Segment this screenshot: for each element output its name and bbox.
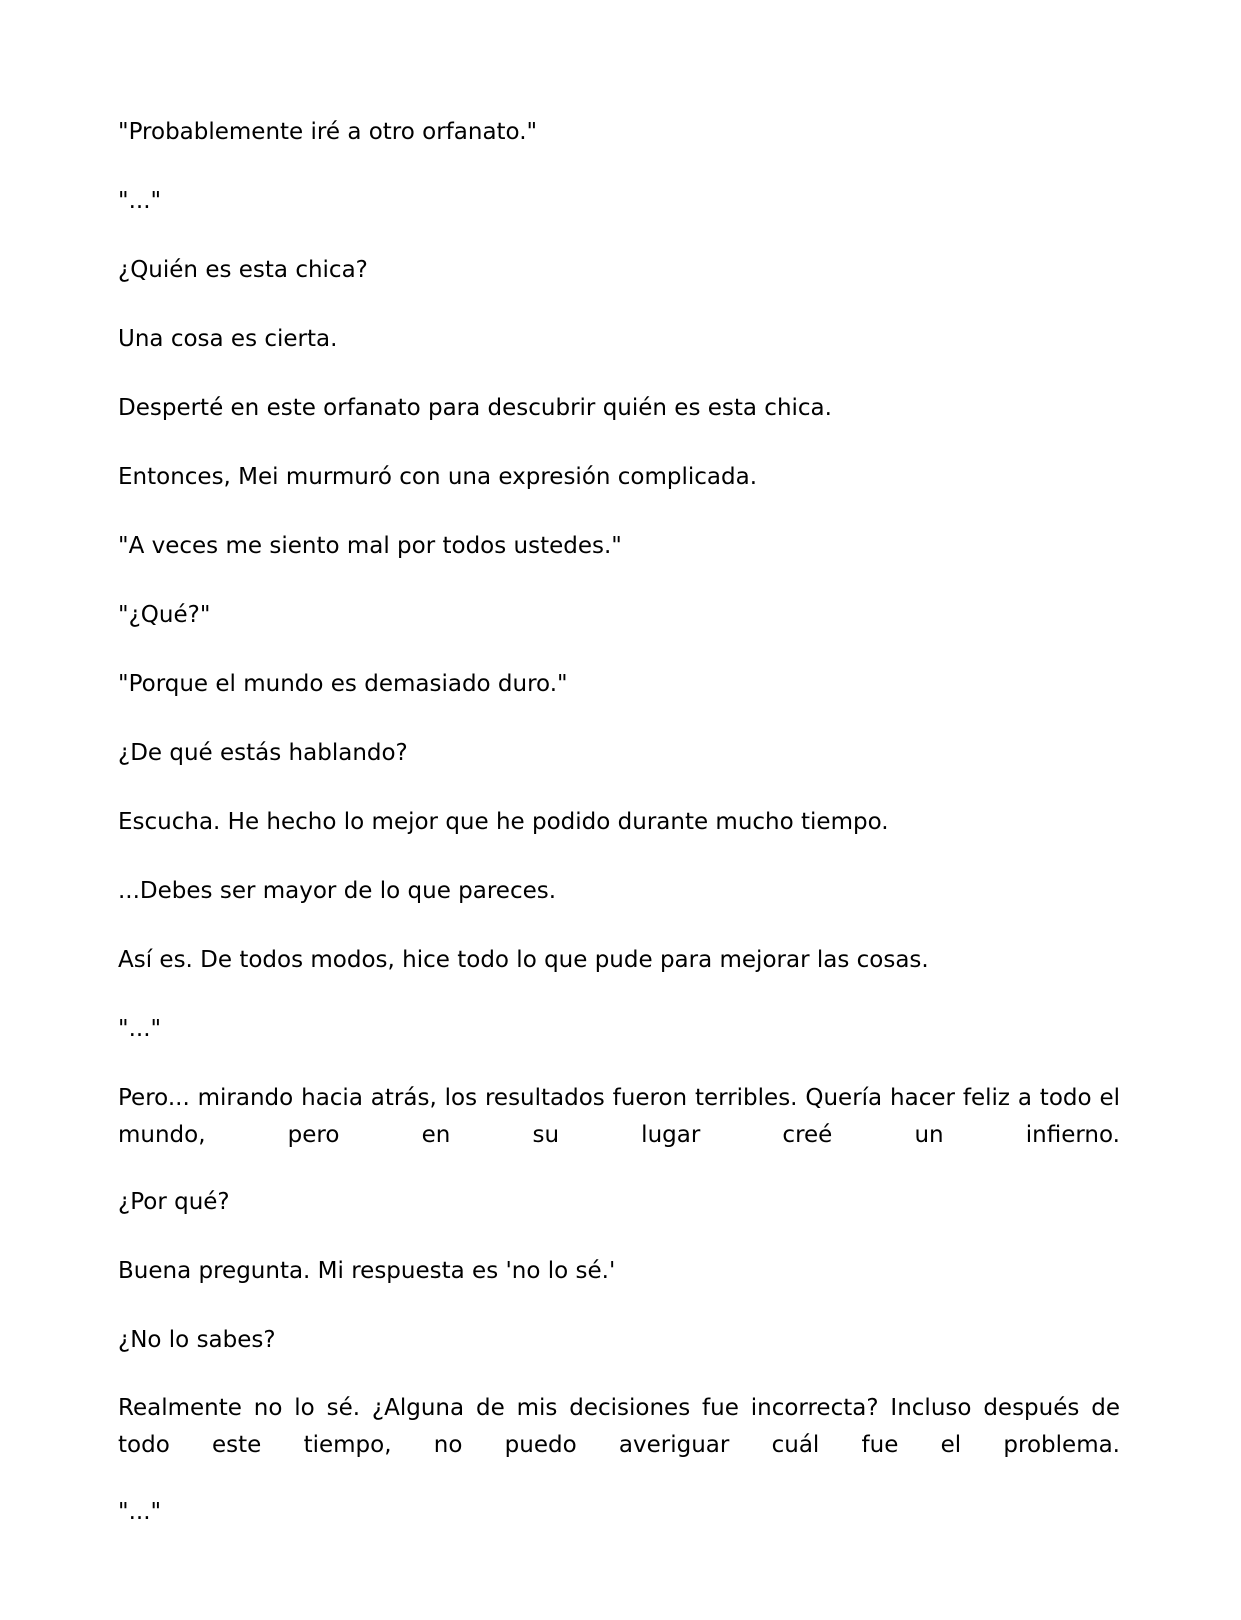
paragraph: "..."	[118, 188, 162, 214]
paragraph: ¿No lo sabes?	[118, 1327, 276, 1353]
paragraph: "Porque el mundo es demasiado duro."	[118, 671, 568, 697]
paragraph: Entonces, Mei murmuró con una expresión complicada.	[118, 464, 758, 490]
paragraph: ¿Quién es esta chica?	[118, 257, 368, 283]
paragraph: Una cosa es cierta.	[118, 326, 338, 352]
paragraph: Pero... mirando hacia atrás, los resultados fueron terribles. Quería hacer feliz a todo el mundo, pero en su lugar creé un infierno.	[118, 1085, 1120, 1148]
paragraph: ¿Por qué?	[118, 1189, 230, 1215]
paragraph: "¿Qué?"	[118, 602, 211, 628]
paragraph: ...Debes ser mayor de lo que pareces.	[118, 878, 557, 904]
paragraph: "A veces me siento mal por todos ustedes."	[118, 533, 622, 559]
paragraph: Escucha. He hecho lo mejor que he podido durante mucho tiempo.	[118, 809, 889, 835]
paragraph: Desperté en este orfanato para descubrir quién es esta chica.	[118, 395, 832, 421]
paragraph: Buena pregunta. Mi respuesta es 'no lo sé.'	[118, 1258, 616, 1284]
paragraph: Así es. De todos modos, hice todo lo que pude para mejorar las cosas.	[118, 947, 929, 973]
paragraph: ¿De qué estás hablando?	[118, 740, 408, 766]
paragraph: "Probablemente iré a otro orfanato."	[118, 119, 538, 145]
paragraph: "..."	[118, 1016, 162, 1042]
paragraph: "..."	[118, 1499, 162, 1525]
paragraph: Realmente no lo sé. ¿Alguna de mis decisiones fue incorrecta? Incluso después de todo este tiempo, no puedo averiguar cuál fue el problema.	[118, 1395, 1120, 1458]
